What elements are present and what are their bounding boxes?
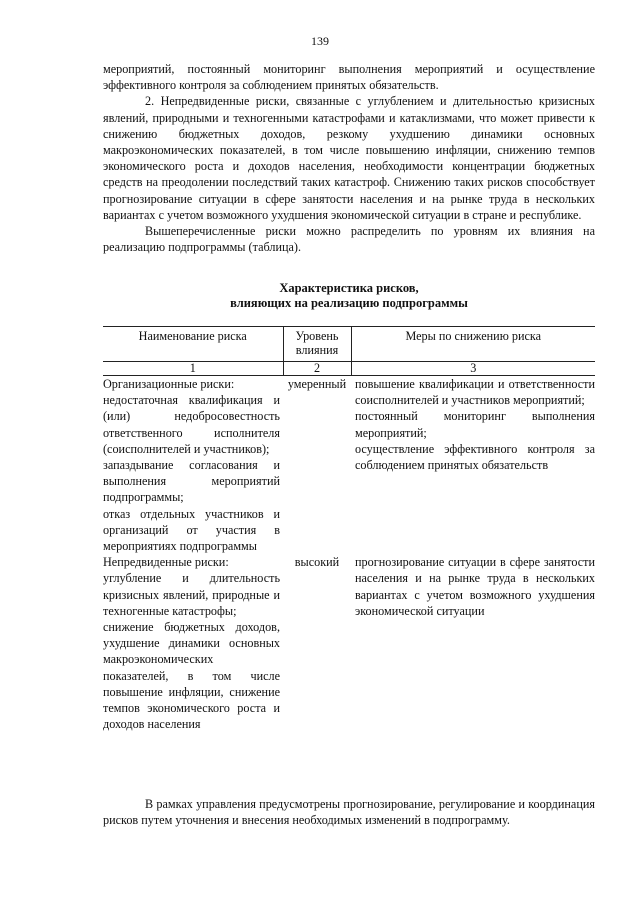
mitigation-cell bbox=[351, 554, 595, 732]
column-number: 3 bbox=[351, 362, 595, 376]
risk-name-cell bbox=[103, 376, 283, 555]
table-number-row bbox=[103, 362, 595, 376]
table-title-line-2: влияющих на реализацию подпрограммы bbox=[230, 296, 468, 310]
mitigation-line: осуществление эффективного контроля за соблюдением принятых обязательств bbox=[355, 441, 595, 473]
intro-text bbox=[103, 61, 595, 255]
risk-table bbox=[103, 326, 595, 732]
risk-name-line: углубление и длительность кризисных явлений, природные и техногенные катастрофы; bbox=[103, 571, 280, 618]
impact-level-cell: умеренный bbox=[287, 377, 347, 391]
header-risk-name: Наименование риска bbox=[103, 327, 283, 362]
closing-paragraph: В рамках управления предусмотрены прогнозирование, регулирование и координация рисков путем уточнения и внесения необходимых изменений в подпрограмму. bbox=[103, 797, 595, 828]
table-title-line-1: Характеристика рисков, bbox=[279, 281, 419, 295]
column-number: 2 bbox=[283, 362, 351, 376]
column-number: 1 bbox=[103, 362, 283, 376]
table-row bbox=[103, 554, 595, 732]
table-title bbox=[103, 281, 595, 311]
mitigation-cell bbox=[351, 376, 595, 555]
intro-paragraph-2: 2. Непредвиденные риски, связанные с углублением и длительностью кризисных явлений, природными и техногенными катастрофами и катаклизмами, что может привести к снижению бюджетных доходов, резкому ухудшению динамики основных макроэкономических показателей, в том числе повышению инфляции, снижению темпов экономического роста и доходов населения, необходимости концентрации бюджетных средств на преодолении последствий таких катастроф. Снижению таких рисков способствует прогнозирование ситуации в сфере занятости населения и на рынке труда в нескольких вариантах с учетом возможного ухудшения экономической ситуации в стране и республике. bbox=[103, 94, 595, 222]
risk-name-line: недостаточная квалификация и (или) недобросовестность ответственного исполнителя (соисполнителей и участников); bbox=[103, 393, 280, 456]
risk-name-line: отказ отдельных участников и организаций от участия в мероприятиях подпрограммы bbox=[103, 506, 280, 554]
mitigation-line: прогнозирование ситуации в сфере занятости населения и на рынке труда в нескольких вариантах с учетом возможного ухудшения экономической ситуации bbox=[355, 555, 595, 618]
table-header-row bbox=[103, 327, 595, 362]
intro-paragraph-3: Вышеперечисленные риски можно распределить по уровням их влияния на реализацию подпрограммы (таблица). bbox=[103, 224, 595, 255]
risk-name-line: Организационные риски: bbox=[103, 377, 235, 391]
risk-name-line: снижение бюджетных доходов, ухудшение динамики основных макроэкономических показателей, в том числе повышение инфляции, снижение темпов экономического роста и доходов населения bbox=[103, 620, 280, 732]
closing-text bbox=[103, 796, 595, 828]
risk-name-line: Непредвиденные риски: bbox=[103, 555, 229, 570]
header-impact-level: Уровень влияния bbox=[283, 327, 351, 362]
table-row bbox=[103, 376, 595, 555]
mitigation-line: постоянный мониторинг выполнения мероприятий; bbox=[355, 409, 595, 440]
impact-level-cell: высокий bbox=[294, 555, 340, 570]
risk-name-line: запаздывание согласования и выполнения мероприятий подпрограммы; bbox=[103, 458, 280, 505]
risk-name-cell bbox=[103, 554, 283, 732]
mitigation-line: повышение квалификации и ответственности соисполнителей и участников мероприятий; bbox=[355, 377, 595, 408]
header-mitigation: Меры по снижению риска bbox=[351, 327, 595, 362]
intro-paragraph-1: мероприятий, постоянный мониторинг выполнения мероприятий и осуществление эффективного контроля за соблюдением принятых обязательств. bbox=[103, 62, 595, 93]
page-number: 139 bbox=[311, 34, 329, 48]
